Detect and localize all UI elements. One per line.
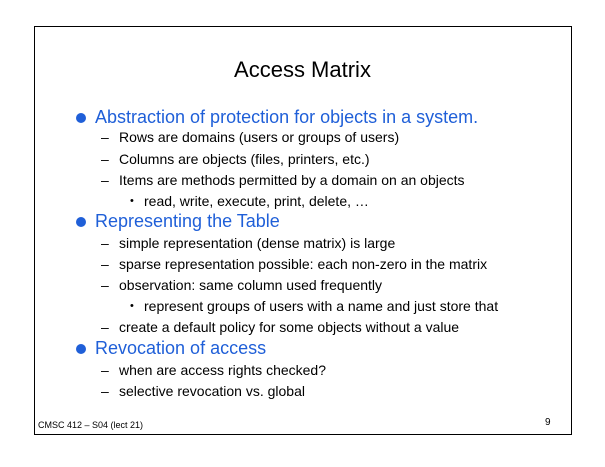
bullet-dot [76,217,86,227]
sub-bullet: • [130,195,134,207]
list-item: observation: same column used frequently [119,277,383,293]
section-heading: Revocation of access [95,338,267,358]
footer-course-label: CMSC 412 – S04 (lect 21) [38,420,144,430]
list-item: create a default policy for some objects without a value [119,319,460,335]
bullet-dot [76,113,86,123]
dash-marker: – [101,319,109,335]
dash-marker: – [101,129,109,145]
list-item: selective revocation vs. global [119,383,305,399]
dash-marker: – [101,277,109,293]
dash-marker: – [101,362,109,378]
sub-list-item: represent groups of users with a name and just store that [144,298,499,314]
sub-list-item: read, write, execute, print, delete, … [144,193,369,209]
dash-marker: – [101,235,109,251]
section-heading: Abstraction of protection for objects in a system. [95,107,479,127]
list-item: when are access rights checked? [119,362,326,378]
slide-title: Access Matrix [234,57,371,82]
sub-bullet: • [130,300,134,312]
dash-marker: – [101,383,109,399]
list-item: Rows are domains (users or groups of users) [119,129,400,145]
dash-marker: – [101,256,109,272]
section-heading: Representing the Table [95,211,280,231]
dash-marker: – [101,172,109,188]
bullet-dot [76,344,86,354]
dash-marker: – [101,151,109,167]
list-item: Columns are objects (files, printers, etc.) [119,151,370,167]
list-item: sparse representation possible: each non-zero in the matrix [119,256,488,272]
list-item: simple representation (dense matrix) is large [119,235,396,251]
list-item: Items are methods permitted by a domain on an objects [119,172,465,188]
page-number: 9 [545,417,551,428]
